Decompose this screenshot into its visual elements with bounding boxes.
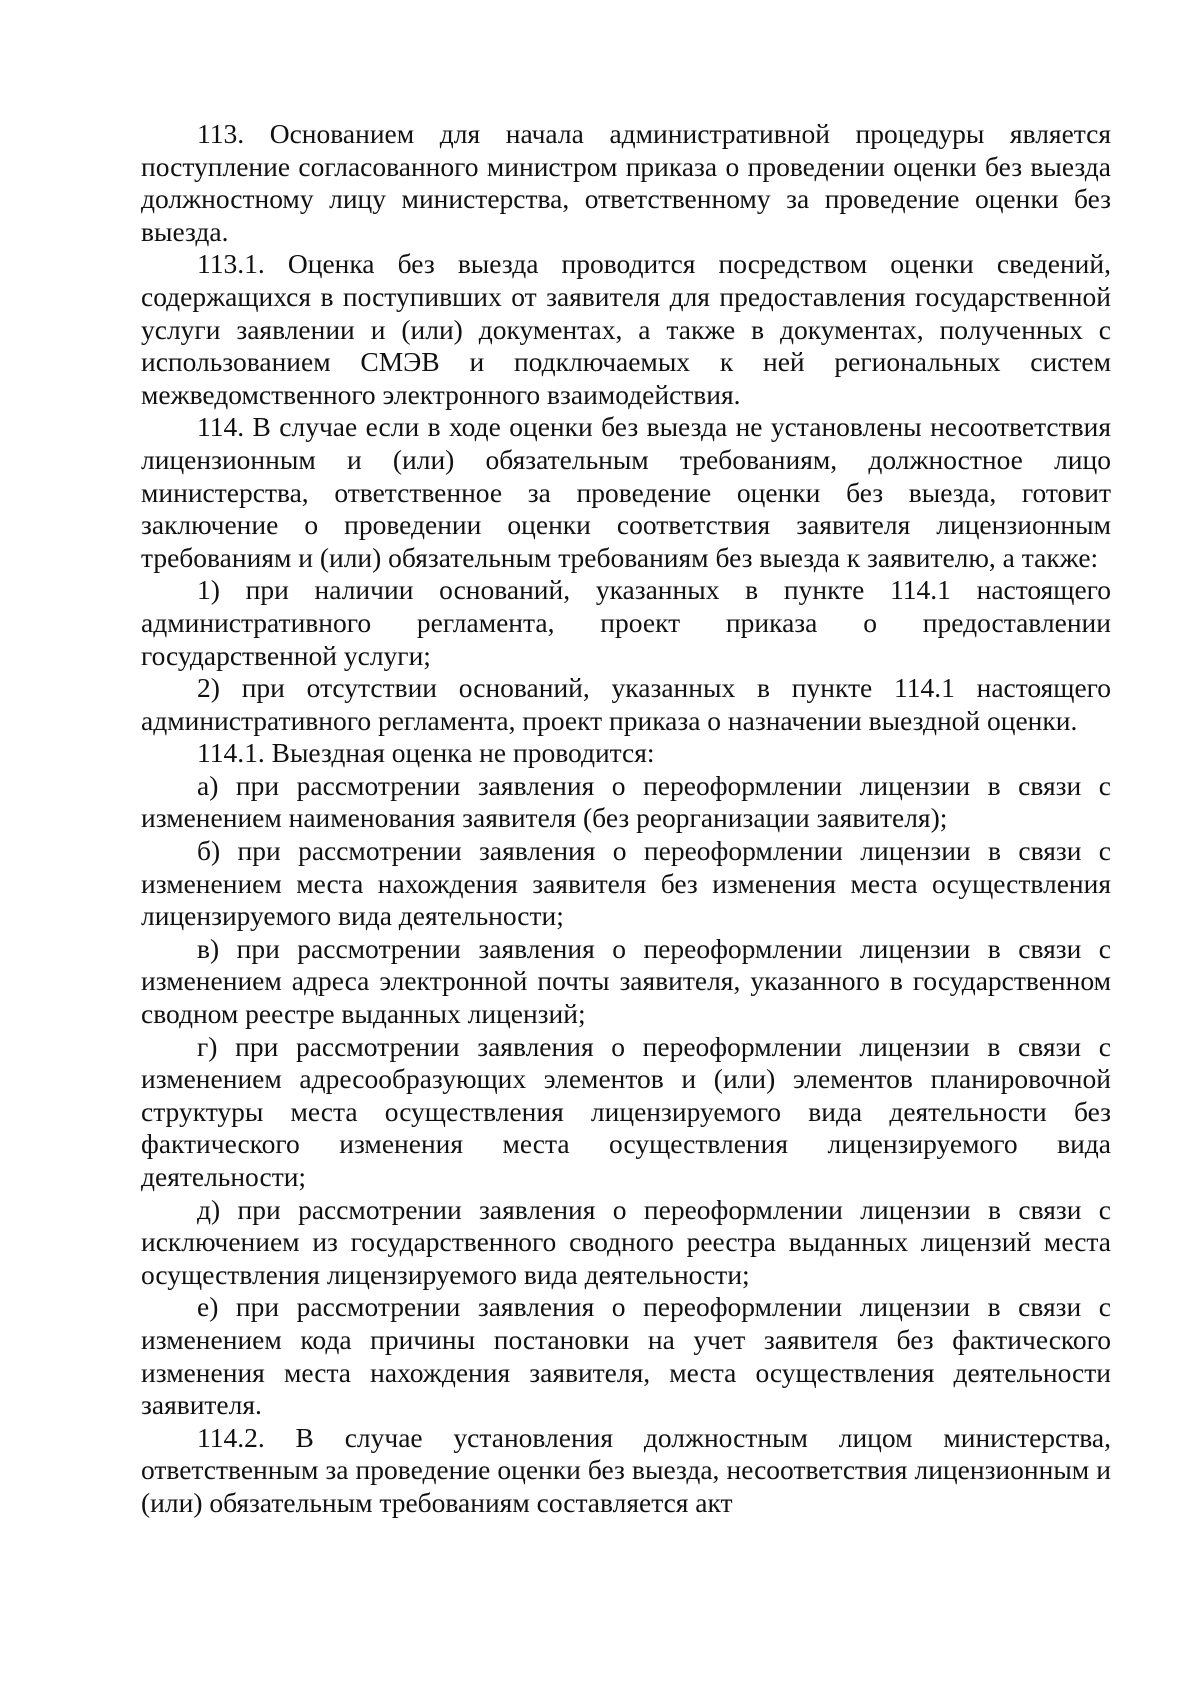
list-item-v: в) при рассмотрении заявления о переоформлении лицензии в связи с изменением адреса электронной почты заявителя, указанного в государственном сводном реестре выданных лицензий; (141, 932, 1111, 1030)
document-body (141, 118, 1111, 1520)
paragraph-114: 114. В случае если в ходе оценки без выезда не установлены несоответствия лицензионным и (или) обязательным требованиям, должностное лицо министерства, ответственное за проведение оценки без выезда, готовит заключение о проведении оценки соответствия заявителя лицензионным требованиям и (или) обязательным требованиям без выезда к заявителю, а также: (141, 411, 1111, 573)
list-item-b: б) при рассмотрении заявления о переоформлении лицензии в связи с изменением места нахождения заявителя без изменения места осуществления лицензируемого вида деятельности; (141, 835, 1111, 932)
paragraph-113: 113. Основанием для начала административной процедуры является поступление согласованного министром приказа о проведении оценки без выезда должностному лицу министерства, ответственному за проведение оценки без выезда. (141, 118, 1111, 247)
list-item-e: е) при рассмотрении заявления о переоформлении лицензии в связи с изменением кода причины постановки на учет заявителя без фактического изменения места нахождения заявителя, места осуществления деятельности заявителя. (141, 1291, 1111, 1421)
paragraph-113-1: 113.1. Оценка без выезда проводится посредством оценки сведений, содержащихся в поступивших от заявителя для предоставления государственной услуги заявлении и (или) документах, а также в документах, полученных с использованием СМЭВ и подключаемых к ней региональных систем межведомственного электронного взаимодействия. (141, 248, 1111, 410)
list-item-d: д) при рассмотрении заявления о переоформлении лицензии в связи с исключением из государственного сводного реестра выданных лицензий места осуществления лицензируемого вида деятельности; (141, 1193, 1111, 1290)
paragraph-114-2: 114.2. В случае установления должностным лицом министерства, ответственным за проведение оценки без выезда, несоответствия лицензионным и (или) обязательным требованиям составляется акт (141, 1421, 1111, 1518)
list-item-g: г) при рассмотрении заявления о переоформлении лицензии в связи с изменением адресообразующих элементов и (или) элементов планировочной структуры места осуществления лицензируемого вида деятельности без фактического изменения места осуществления лицензируемого вида деятельности; (141, 1030, 1111, 1192)
paragraph-114-1: 114.1. Выездная оценка не проводится: (197, 737, 655, 769)
list-item-2: 2) при отсутствии оснований, указанных в пункте 114.1 настоящего административного регламента, проект приказа о назначении выездной оценки. (141, 672, 1111, 736)
list-item-a: а) при рассмотрении заявления о переоформлении лицензии в связи с изменением наименования заявителя (без реорганизации заявителя); (141, 769, 1111, 834)
list-item-1: 1) при наличии оснований, указанных в пункте 114.1 настоящего административного регламента, проект приказа о предоставлении государственной услуги; (141, 574, 1111, 671)
